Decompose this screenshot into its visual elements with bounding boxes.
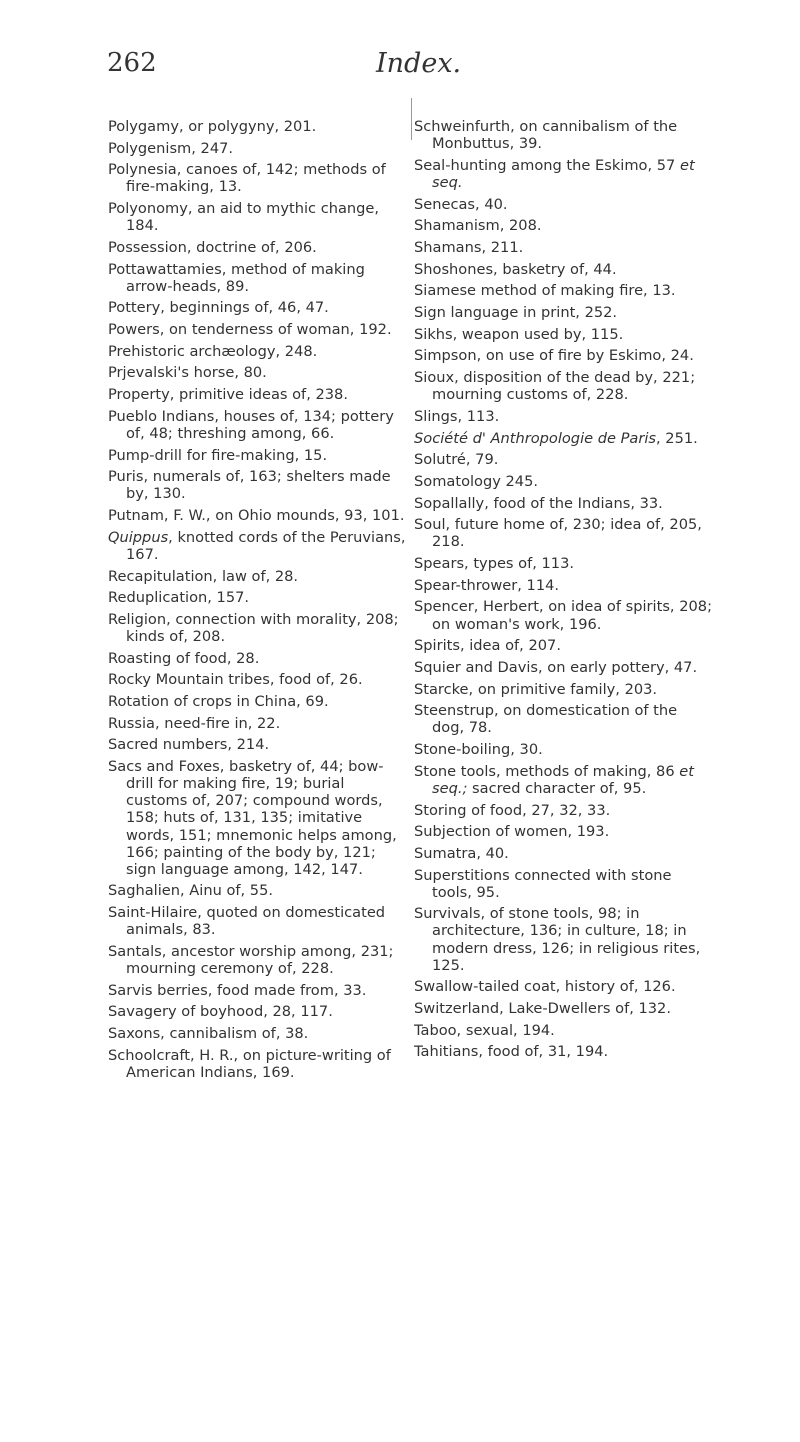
index-entry <box>108 982 406 999</box>
index-entry <box>108 943 406 977</box>
index-entry-text: Simpson, on use of fire by Eskimo, 24. <box>414 347 694 365</box>
index-entry-text: Russia, need-fire in, 22. <box>108 714 281 732</box>
index-entry-text: Shamans, 211. <box>414 238 524 256</box>
index-entry-text: Saint-Hilaire, quoted on domesticated animals, 83. <box>108 904 386 939</box>
index-entry <box>108 364 406 381</box>
index-entry <box>414 681 712 698</box>
index-entry <box>108 321 406 338</box>
index-entry-text: Putnam, F. W., on Ohio mounds, 93, 101. <box>108 507 405 525</box>
index-entry-text: Property, primitive ideas of, 238. <box>108 386 348 404</box>
index-entry <box>414 741 712 758</box>
index-entry-text: Shamanism, 208. <box>414 217 542 235</box>
index-entry-text: Pottawattamies, method of making arrow-heads, 89. <box>108 260 365 295</box>
index-entry-text: Slings, 113. <box>414 407 500 425</box>
index-entry-text: Spirits, idea of, 207. <box>414 637 561 655</box>
index-entry-text: Polygamy, or polygyny, 201. <box>108 118 317 135</box>
index-entry-text: Spears, types of, 113. <box>414 555 575 573</box>
index-entry <box>414 555 712 572</box>
index-entry-text: Religion, connection with morality, 208; kinds of, 208. <box>108 610 399 646</box>
index-entry <box>108 715 406 732</box>
index-entry <box>414 978 712 995</box>
index-entry-text: Switzerland, Lake-Dwellers of, 132. <box>414 1000 671 1018</box>
index-entry <box>414 763 712 797</box>
index-entry <box>414 451 712 468</box>
index-entry <box>414 239 712 256</box>
index-entry <box>414 326 712 343</box>
index-entry-text: Sopallally, food of the Indians, 33. <box>414 494 663 512</box>
index-entry <box>414 659 712 676</box>
index-entry <box>108 118 406 135</box>
index-entry-text: , knotted cords of the Peruvians, 167. <box>126 528 406 563</box>
index-entry-italic: Quippus <box>108 528 169 546</box>
index-entry-text: Roasting of food, 28. <box>108 649 260 667</box>
index-entry-text: Starcke, on primitive family, 203. <box>414 680 658 698</box>
index-entry <box>414 408 712 425</box>
index-entry-text: Soul, future home of, 230; idea of, 205, 218. <box>414 516 702 551</box>
index-entry <box>108 758 406 878</box>
index-entry-text: Santals, ancestor worship among, 231; mourning ceremony of, 228. <box>108 942 394 977</box>
index-entry <box>108 736 406 753</box>
index-entry <box>108 671 406 688</box>
index-entry <box>414 473 712 490</box>
index-entry-text: Somatology 245. <box>414 472 539 490</box>
column-divider <box>411 98 412 140</box>
index-entry <box>108 693 406 710</box>
index-entry <box>414 867 712 901</box>
index-entry-text: Taboo, sexual, 194. <box>414 1021 555 1039</box>
page-header <box>0 48 800 88</box>
index-entry <box>414 495 712 512</box>
index-entry-text: Savagery of boyhood, 28, 117. <box>108 1003 333 1021</box>
index-entry <box>108 529 406 563</box>
index-entry <box>108 408 406 442</box>
index-entry-text: Swallow-tailed coat, history of, 126. <box>414 978 676 996</box>
index-entry <box>414 304 712 321</box>
index-entry <box>414 802 712 819</box>
index-entry-text: Powers, on tenderness of woman, 192. <box>108 321 392 339</box>
index-entry-text: Prjevalski's horse, 80. <box>108 364 267 382</box>
index-entry-text: Sikhs, weapon used by, 115. <box>414 325 624 343</box>
index-entry-italic-tail: et seq. <box>432 156 695 191</box>
index-entry-text: Sarvis berries, food made from, 33. <box>108 981 367 999</box>
index-entry <box>414 430 712 447</box>
index-entry-text: Sioux, disposition of the dead by, 221; mourning customs of, 228. <box>414 369 696 404</box>
index-entry-text: Squier and Davis, on early pottery, 47. <box>414 658 698 676</box>
index-entry-text: Polyonomy, an aid to mythic change, 184. <box>108 200 380 235</box>
index-entry-text: Recapitulation, law of, 28. <box>108 567 299 585</box>
index-entry-text: Stone tools, methods of making, 86 <box>414 762 680 780</box>
index-entry <box>108 161 406 195</box>
index-entry <box>108 386 406 403</box>
running-title: Index. <box>376 48 462 79</box>
index-entry <box>414 1000 712 1017</box>
index-entry-text: Superstitions connected with stone tools, 95. <box>414 866 672 901</box>
index-entry-text: Siamese method of making fire, 13. <box>414 282 676 300</box>
index-entry-text: Sumatra, 40. <box>414 844 509 862</box>
index-entry <box>414 196 712 213</box>
index-entry <box>414 577 712 594</box>
index-entry-text: Tahitians, food of, 31, 194. <box>414 1043 609 1061</box>
index-entry <box>108 611 406 645</box>
index-entry <box>108 1025 406 1042</box>
index-entry-italic-tail: et seq.; <box>432 762 694 797</box>
index-entry <box>108 1047 406 1081</box>
index-entry-text: Polygenism, 247. <box>108 139 234 157</box>
index-entry-text: Schoolcraft, H. R., on picture-writing of American Indians, 169. <box>108 1046 391 1081</box>
index-entry-text: Shoshones, basketry of, 44. <box>414 260 617 278</box>
index-entry <box>108 261 406 295</box>
index-entry <box>414 282 712 299</box>
index-entry <box>414 369 712 403</box>
index-entry-text: Saghalien, Ainu of, 55. <box>108 882 274 900</box>
index-entry-text: Pottery, beginnings of, 46, 47. <box>108 299 329 317</box>
index-entry <box>108 447 406 464</box>
left-column <box>108 118 406 1086</box>
index-entry <box>414 823 712 840</box>
index-entry-text: Sign language in print, 252. <box>414 304 618 321</box>
index-entry <box>108 507 406 524</box>
index-entry <box>414 1022 712 1039</box>
index-entry-text: Subjection of women, 193. <box>414 823 610 841</box>
index-entry-text: Storing of food, 27, 32, 33. <box>414 801 611 819</box>
index-entry-text: Polynesia, canoes of, 142; methods of fire-making, 13. <box>108 161 386 196</box>
page-number: 262 <box>107 48 157 78</box>
index-entry <box>414 845 712 862</box>
index-entry-text: Pueblo Indians, houses of, 134; pottery of, 48; threshing among, 66. <box>108 407 394 442</box>
index-entry <box>414 347 712 364</box>
index-entry-text: Schweinfurth, on cannibalism of the Monbuttus, 39. <box>414 118 678 153</box>
index-entry-text: Spear-thrower, 114. <box>414 576 560 594</box>
index-entry <box>108 882 406 899</box>
index-entry <box>108 239 406 256</box>
index-entry <box>108 299 406 316</box>
index-entry-italic: Société d' Anthropologie de Paris <box>414 429 657 447</box>
index-entry-tail: sacred character of, 95. <box>467 779 647 797</box>
index-entry-text: Spencer, Herbert, on idea of spirits, 208; on woman's work, 196. <box>414 598 712 633</box>
index-entry <box>108 468 406 502</box>
index-entry <box>414 261 712 278</box>
index-entry-text: Puris, numerals of, 163; shelters made by, 130. <box>108 468 391 503</box>
index-entry <box>414 118 712 152</box>
index-entry <box>414 598 712 632</box>
index-entry-text: Senecas, 40. <box>414 195 508 213</box>
index-entry <box>414 637 712 654</box>
index-entry-text: Steenstrup, on domestication of the dog, 78. <box>414 702 678 737</box>
index-entry-text: Pump-drill for fire-making, 15. <box>108 446 328 464</box>
index-entry <box>414 217 712 234</box>
index-entry <box>414 516 712 550</box>
index-entry-text: Reduplication, 157. <box>108 589 250 607</box>
index-entry <box>108 1003 406 1020</box>
index-entry-text: Rocky Mountain tribes, food of, 26. <box>108 671 363 689</box>
index-entry <box>108 568 406 585</box>
index-entry-text: Survivals, of stone tools, 98; in architecture, 136; in culture, 18; in modern dress, 126; in religious rites, 125. <box>414 905 701 974</box>
index-entry <box>414 157 712 191</box>
index-entry <box>108 904 406 938</box>
index-entry-text: Rotation of crops in China, 69. <box>108 693 329 711</box>
index-entry <box>414 1043 712 1060</box>
index-entry-text: Sacs and Foxes, basketry of, 44; bow-drill for making fire, 19; burial customs of, 207; compound words, 158; huts of, 131, 135; imitative words, 151; mnemonic helps among, 166; painting of the body by, 121; sign language among, 142, 147. <box>108 758 397 878</box>
index-entry-text: , 251. <box>656 429 698 447</box>
index-entry <box>414 702 712 736</box>
index-entry-text: Seal-hunting among the Eskimo, 57 <box>414 156 680 174</box>
index-entry-text: Prehistoric archæology, 248. <box>108 342 318 360</box>
index-entry-text: Saxons, cannibalism of, 38. <box>108 1025 309 1043</box>
index-entry-text: Possession, doctrine of, 206. <box>108 238 317 256</box>
index-entry-text: Sacred numbers, 214. <box>108 736 270 754</box>
index-entry <box>108 650 406 667</box>
index-entry <box>108 343 406 360</box>
index-entry <box>108 589 406 606</box>
index-entry <box>108 140 406 157</box>
right-column <box>414 118 712 1065</box>
index-entry <box>414 905 712 973</box>
index-entry <box>108 200 406 234</box>
index-entry-text: Solutré, 79. <box>414 451 499 469</box>
index-entry-text: Stone-boiling, 30. <box>414 741 543 759</box>
